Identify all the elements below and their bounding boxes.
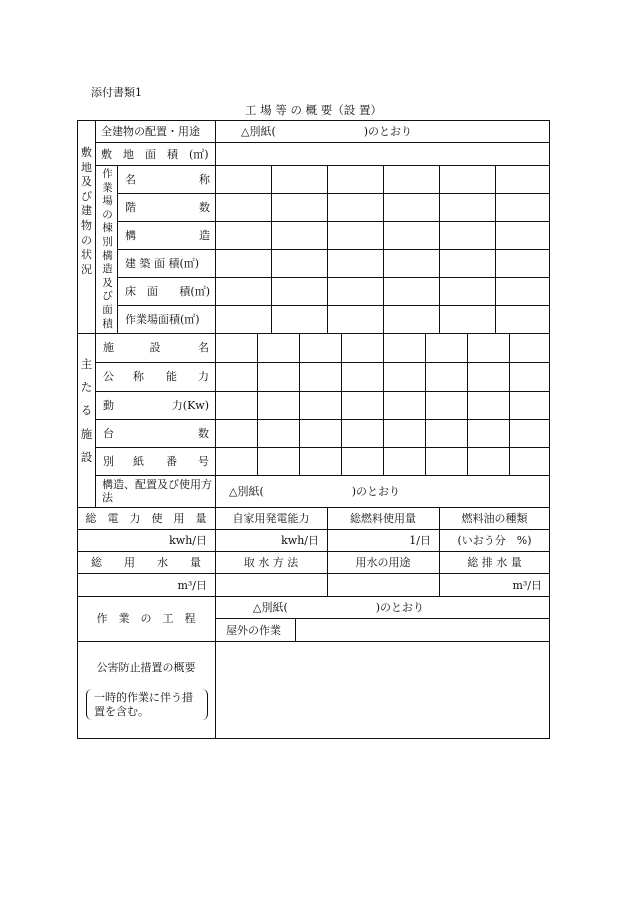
facility-power-left: 動 (103, 399, 114, 412)
facility-name-right: 名 (198, 341, 209, 354)
page-title: 工 場 等 の 概 要（設 置） (245, 103, 382, 117)
water-unit: m³/日 (177, 579, 207, 592)
water-label: 総 用 水 量 (91, 556, 201, 569)
layout-label: 全建物の配置・用途 (101, 125, 200, 138)
work-process-label: 作 業 の 工 程 (96, 612, 196, 625)
fuel-type-unit: (いおう分 %) (457, 534, 532, 547)
area-label: 敷 地 面 積 (㎡) (101, 148, 209, 161)
generation-label: 自家用発電能力 (232, 512, 310, 525)
method-label: 構造、配置及び使用方法 (102, 478, 212, 504)
facility-count-left: 台 (103, 427, 114, 440)
row-floor-area-left: 床 面 (125, 285, 158, 298)
pollution-note: 一時的作業に伴う措 置を含む。 (94, 691, 193, 718)
facility-power-right: 力(Kw) (171, 399, 209, 412)
row-name-left: 名 (125, 173, 136, 186)
row-name-right: 称 (199, 173, 210, 186)
intake-label: 取 水 方 法 (243, 556, 299, 569)
site-group-label: 敷 地 及 び 建 物 の 状 況 (81, 146, 92, 276)
facility-sheet-left: 別 (103, 455, 114, 468)
row-building-area: 建 築 面 積(㎡) (125, 257, 200, 270)
water-use-label: 用水の用途 (355, 556, 411, 569)
work-process-value: △別紙( )のとおり (253, 601, 425, 614)
building-group-label: 作 業 場 の 棟 別 構 造 及 び 面 積 (102, 168, 113, 330)
facility-capacity-left: 公 (103, 370, 114, 383)
row-workshop-area: 作業場面積(㎡) (125, 313, 200, 326)
row-structure-left: 構 (125, 229, 136, 242)
outdoor-work-label: 屋外の作業 (226, 624, 281, 637)
row-floors-left: 階 (125, 201, 136, 214)
drain-unit: m³/日 (512, 579, 542, 592)
facility-capacity-mid: 称 能 (133, 370, 177, 383)
method-value: △別紙( )のとおり (229, 485, 401, 498)
row-floor-area-right: 積(㎡) (179, 285, 210, 298)
fuel-type-label: 燃料油の種類 (461, 512, 528, 525)
power-label: 総 電 力 使 用 量 (85, 512, 207, 525)
power-unit: kwh/日 (169, 534, 207, 547)
facility-count-right: 数 (198, 427, 209, 440)
row-structure-right: 造 (199, 229, 210, 242)
facility-sheet-right: 号 (198, 455, 209, 468)
generation-unit: kwh/日 (281, 534, 319, 547)
layout-value: △別紙( )のとおり (241, 125, 413, 138)
facility-name-mid: 設 (149, 341, 161, 354)
facility-sheet-mid: 紙 番 (133, 455, 177, 468)
facility-capacity-right: 力 (198, 370, 209, 383)
facilities-group-label: 主 た る 施 設 (80, 357, 93, 464)
pollution-label: 公害防止措置の概要 (96, 661, 196, 674)
fuel-label: 総燃料使用量 (350, 512, 416, 525)
fuel-unit: 1/日 (409, 534, 431, 547)
attachment-label: 添付書類1 (91, 86, 142, 99)
drain-label: 総 排 水 量 (467, 556, 522, 569)
facility-name-left: 施 (103, 341, 114, 354)
row-floors-right: 数 (199, 201, 210, 214)
